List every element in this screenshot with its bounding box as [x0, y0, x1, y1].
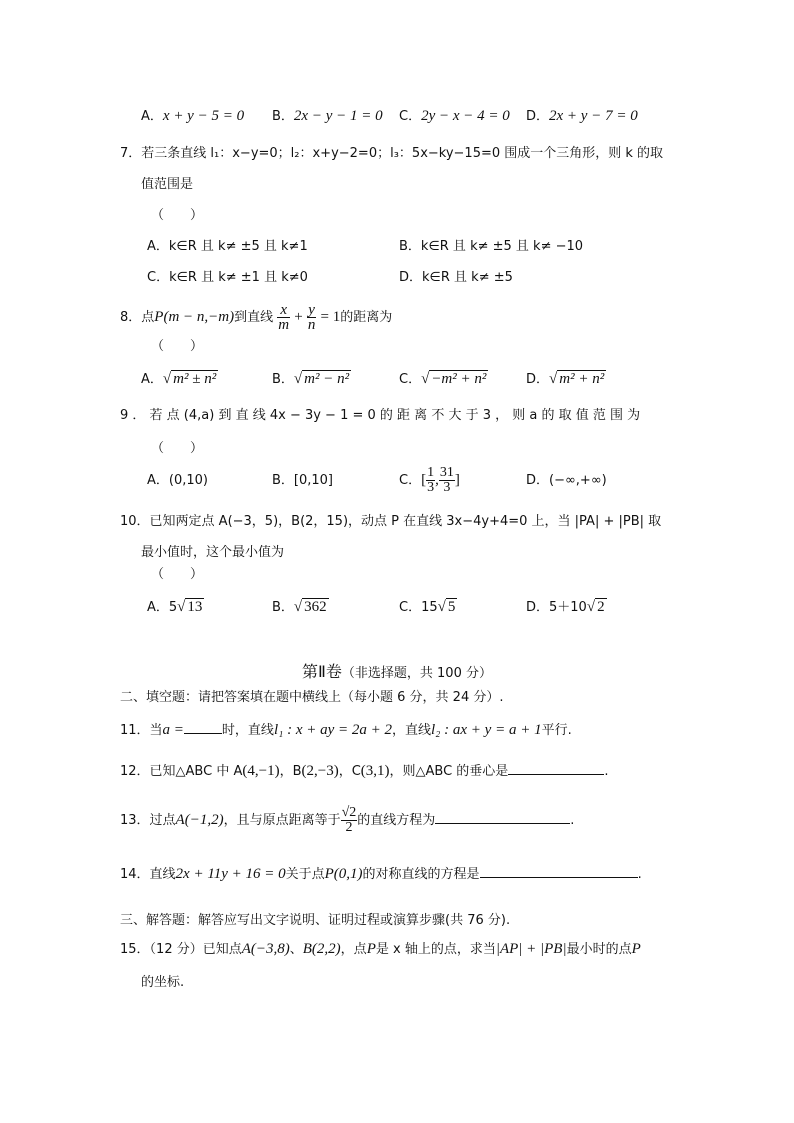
q6-option-b: B．2x − y − 1 = 0 — [272, 108, 383, 124]
q10-stem-line2: 最小值时，这个最小值为 — [141, 545, 285, 560]
q14: 14．直线2x + 11y + 16 = 0关于点P(0,1)的对称直线的方程是 . — [120, 863, 642, 884]
q9-stem: 9 ． 若 点 (4,a) 到 直 线 4x − 3y − 1 = 0 的 距 离 不 大 于 3 ， 则 a 的 取 值 范 围 为 — [120, 408, 641, 423]
q6-option-a: A．x + y − 5 = 0 — [141, 108, 245, 124]
q7-stem-line2: 值范围是 — [141, 177, 194, 192]
q12: 12．已知△ABC 中 A(4,−1)，B(2,−3)，C(3,1)，则△ABC 的垂心是 . — [120, 760, 608, 781]
q10-option-c: C．15√ 5 — [399, 599, 456, 615]
q8-stem: 8．点P(m − n,−m)到直线 $\frac{x}{m}$ + $\frac{y}{n}$ = 1的距离为 — [120, 302, 393, 333]
q9-option-d: D．(−∞,+∞) — [526, 473, 607, 488]
q10-stem-line1: 10．已知两定点 A(−3，5)，B(2，15)，动点 P 在直线 3x−4y+4=0 上，当 |PA| + |PB| 取 — [120, 514, 662, 529]
q8-fraction-x-over-m: $\frac{x}{m}$ — [278, 302, 290, 333]
q15-line2: 的坐标. — [141, 975, 185, 990]
q7-option-d: D．k∈R 且 k≠ ±5 — [399, 270, 513, 285]
q10-answer-paren: （ ） — [151, 567, 204, 582]
q7-option-b: B．k∈R 且 k≠ ±5 且 k≠ −10 — [399, 239, 584, 254]
q8-answer-paren: （ ） — [151, 339, 204, 354]
q8-fraction-y-over-n: $\frac{y}{n}$ — [307, 302, 316, 333]
solve-heading: 三、解答题：解答应写出文字说明、证明过程或演算步骤(共 76 分). — [120, 913, 511, 928]
q7-option-c: C．k∈R 且 k≠ ±1 且 k≠0 — [147, 270, 308, 285]
q15-line1: 15．（12 分）已知点A(−3,8)、B(2,2)，点P是 x 轴上的点，求当|AP| + |PB|最小时的点P — [120, 941, 641, 957]
q12-answer-blank[interactable] — [508, 760, 604, 775]
q13-answer-blank[interactable] — [435, 809, 570, 824]
q9-option-c: C．[ $\frac{1}{3}$ , $\frac{31}{3}$ ] — [399, 465, 460, 495]
q11: 11．当a = 时，直线l₁ : x + ay = 2a + 2，直线l₂ : ax + y = a + 1平行. — [120, 719, 572, 740]
q9-option-b: B．[0,10] — [272, 473, 334, 488]
q6-option-c: C．2y − x − 4 = 0 — [399, 108, 510, 124]
q6-option-d: D．2x + y − 7 = 0 — [526, 108, 638, 124]
q7-option-a: A．k∈R 且 k≠ ±5 且 k≠1 — [147, 239, 308, 254]
q7-answer-paren: （ ） — [151, 208, 204, 223]
q8-option-c: C．√ −m² + n² — [399, 371, 487, 387]
q9-option-a: A．(0,10) — [147, 473, 208, 488]
q9-answer-paren: （ ） — [151, 441, 204, 456]
q10-option-d: D．5＋10√ 2 — [526, 599, 605, 615]
q10-option-b: B．√ 362 — [272, 599, 327, 615]
q10-option-a: A．5√ 13 — [147, 599, 203, 615]
q11-answer-blank[interactable] — [184, 719, 222, 734]
q8-option-b: B．√ m² − n² — [272, 371, 350, 387]
q8-option-d: D．√ m² + n² — [526, 371, 605, 387]
q14-answer-blank[interactable] — [480, 863, 638, 878]
q13: 13．过点A(−1,2)，且与原点距离等于 $\frac{√2}{2}$ 的直线方程为 . — [120, 805, 575, 835]
q8-option-a: A．√ m² ± n² — [141, 371, 217, 387]
q13-fraction-sqrt2-over-2: $\frac{√2}{2}$ — [341, 805, 357, 835]
section-2-title: 第Ⅱ卷（非选择题，共 100 分） — [302, 662, 492, 681]
q7-stem-line1: 7．若三条直线 l₁：x−y=0；l₂：x+y−2=0；l₃：5x−ky−15=0 围成一个三角形，则 k 的取 — [120, 146, 664, 161]
fill-in-heading: 二、填空题：请把答案填在题中横线上（每小题 6 分，共 24 分）. — [120, 690, 504, 705]
